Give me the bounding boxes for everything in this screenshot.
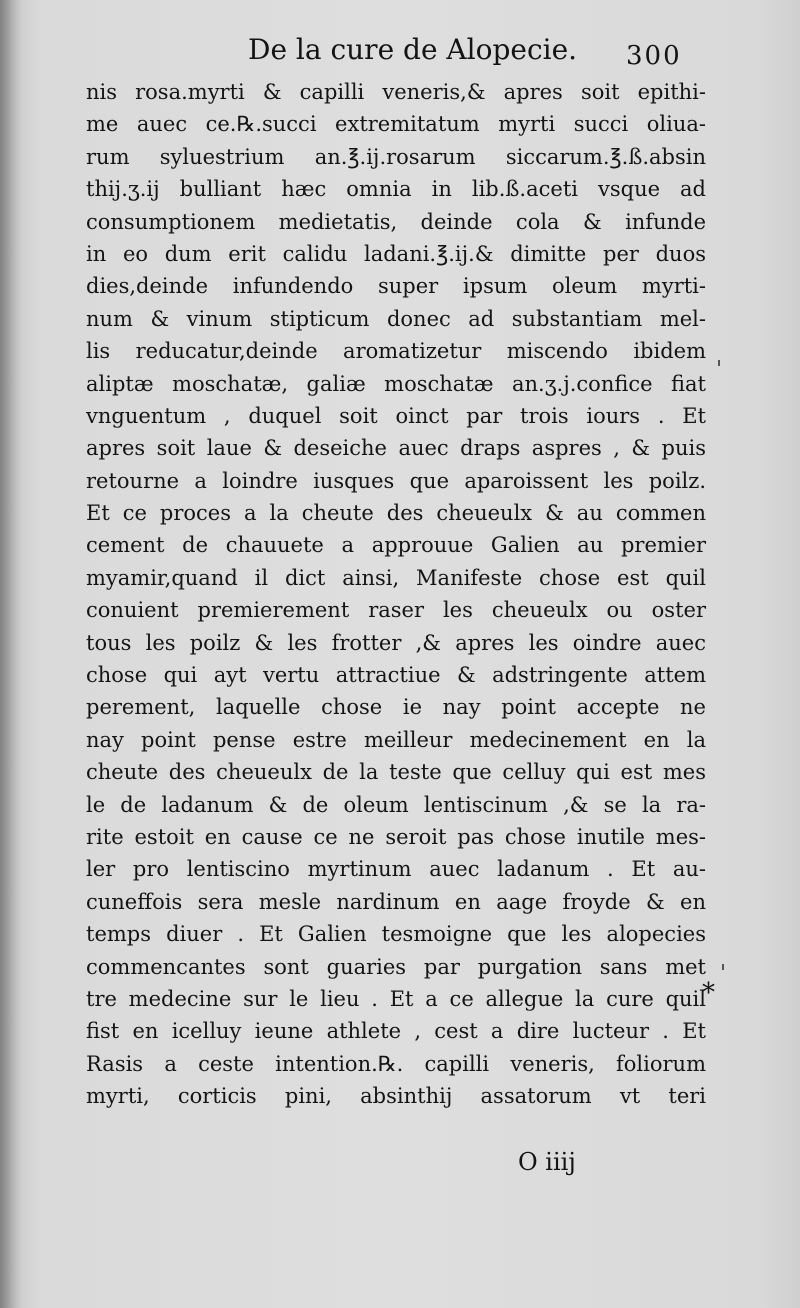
margin-asterisk: *: [702, 978, 715, 1008]
text-line: myrti, corticis pini, absinthij assatorum vt teri: [86, 1084, 706, 1109]
text-line: num & vinum stipticum donec ad substantiam mel-: [86, 306, 706, 331]
text-line: aliptæ moschatæ, galiæ moschatæ an.ʒ.j.confice fiat: [86, 371, 706, 396]
text-line: rite estoit en cause ce ne seroit pas chose inutile mes-: [86, 824, 706, 849]
text-line: retourne a loindre iusques que aparoissent les poilz.: [86, 468, 706, 493]
text-line: chose qui ayt vertu attractiue & adstringente attem: [86, 663, 706, 688]
text-line: in eo dum erit calidu ladani.℥.ij.& dimitte per duos: [86, 241, 706, 266]
text-line: cheute des cheueulx de la teste que celluy qui est mes: [86, 760, 706, 785]
text-line: fist en icelluy ieune athlete , cest a dire lucteur . Et: [86, 1019, 706, 1044]
signature-mark: O iiij: [518, 1148, 576, 1176]
text-line: Et ce proces a la cheute des cheueulx & au commen: [86, 501, 706, 526]
text-line: ler pro lentiscino myrtinum auec ladanum . Et au-: [86, 857, 706, 882]
page-number: 300: [626, 41, 682, 71]
text-line: myamir,quand il dict ainsi, Manifeste chose est quil: [86, 565, 706, 590]
text-line: vnguentum , duquel soit oinct par trois iours . Et: [86, 403, 706, 428]
ink-speck: [722, 964, 724, 970]
text-line: consumptionem medietatis, deinde cola & infunde: [86, 209, 706, 234]
text-line: Rasis a ceste intention.℞. capilli veneris, foliorum: [86, 1051, 706, 1076]
running-title: De la cure de Alopecie.: [248, 33, 578, 66]
text-line: perement, laquelle chose ie nay point accepte ne: [86, 695, 706, 720]
text-line: cuneffois sera mesle nardinum en aage froyde & en: [86, 889, 706, 914]
text-line: me auec ce.℞.succi extremitatum myrti succi oliua-: [86, 112, 706, 137]
text-line: rum syluestrium an.℥.ij.rosarum siccarum.℥.ß.absin: [86, 144, 706, 169]
text-line: cement de chauuete a approuue Galien au premier: [86, 533, 706, 558]
text-line: lis reducatur,deinde aromatizetur miscendo ibidem: [86, 339, 706, 364]
text-line: tous les poilz & les frotter ,& apres les oindre auec: [86, 630, 706, 655]
ink-speck: [718, 360, 720, 366]
text-line: thij.ʒ.ij bulliant hæc omnia in lib.ß.aceti vsque ad: [86, 177, 706, 202]
text-line: dies,deinde infundendo super ipsum oleum myrti-: [86, 274, 706, 299]
text-line: tre medecine sur le lieu . Et a ce allegue la cure quil: [86, 986, 706, 1011]
text-line: conuient premierement raser les cheueulx ou oster: [86, 598, 706, 623]
text-line: commencantes sont guaries par purgation sans met: [86, 954, 706, 979]
text-line: nis rosa.myrti & capilli veneris,& apres soit epithi-: [86, 80, 706, 104]
text-line: nay point pense estre meilleur medecinement en la: [86, 727, 706, 752]
gutter-shadow: [0, 0, 22, 1308]
text-line: temps diuer . Et Galien tesmoigne que les alopecies: [86, 922, 706, 947]
text-line: le de ladanum & de oleum lentiscinum ,& se la ra-: [86, 792, 706, 817]
text-line: apres soit laue & deseiche auec draps aspres , & puis: [86, 436, 706, 461]
body-text: [86, 76, 706, 1113]
